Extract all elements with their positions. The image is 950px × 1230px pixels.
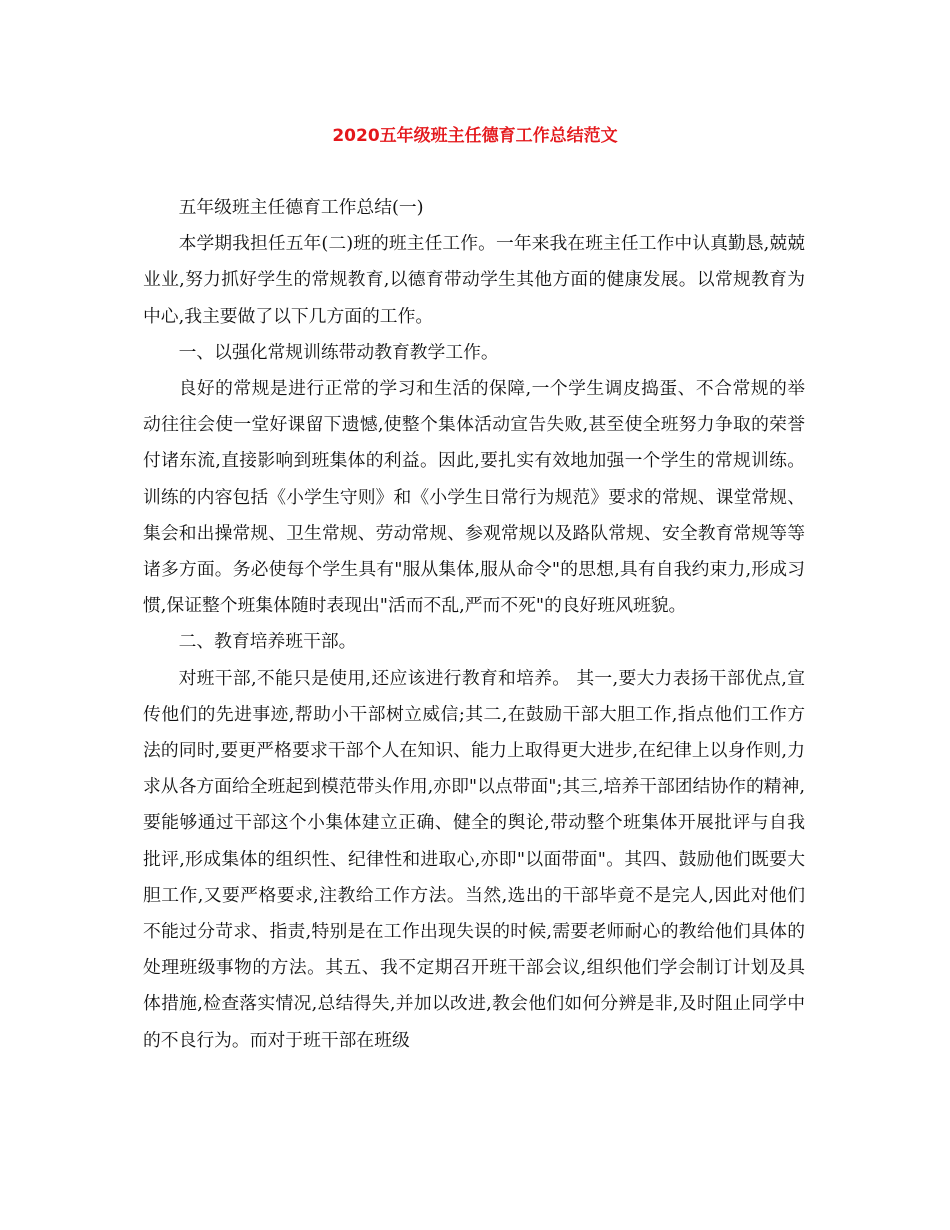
document-body — [143, 190, 805, 1059]
paragraph-subtitle: 五年级班主任德育工作总结(一) — [178, 197, 424, 218]
document-title: 2020五年级班主任德育工作总结范文 — [332, 126, 618, 146]
section-heading-2: 二、教育培养班干部。 — [178, 631, 357, 653]
section-heading-1: 一、以强化常规训练带动教育教学工作。 — [178, 341, 499, 363]
paragraph-intro: 本学期我担任五年(二)班的班主任工作。一年来我在班主任工作中认真勤恳,兢兢业业,努力抓好学生的常规教育,以德育带动学生其他方面的健康发展。以常规教育为中心,我主要做了以下几方面的工作。 — [143, 233, 805, 327]
paragraph-class-cadres: 对班干部,不能只是使用,还应该进行教育和培养。 其一,要大力表扬干部优点,宣传他们的先进事迹,帮助小干部树立威信;其二,在鼓励干部大胆工作,指点他们工作方法的同时,要更严格要求干部个人在知识、能力上取得更大进步,在纪律上以身作则,力求从各方面给全班起到模范带头作用,亦即"以点带面";其三,培养干部团结协作的精神,要能够通过干部这个小集体建立正确、健全的舆论,带动整个班集体开展批评与自我批评,形成集体的组织性、纪律性和进取心,亦即"以面带面"。其四、鼓励他们既要大胆工作,又要严格要求,注教给工作方法。当然,选出的干部毕竟不是完人,因此对他们不能过分苛求、指责,特别是在工作出现失误的时候,需要老师耐心的教给他们具体的处理班级事物的方法。其五、我不定期召开班干部会议,组织他们学会制订计划及具体措施,检查落实情况,总结得失,并加以改进,教会他们如何分辨是非,及时阻止同学中的不良行为。而对于班干部在班级 — [143, 667, 805, 1051]
paragraph-routine-training: 良好的常规是进行正常的学习和生活的保障,一个学生调皮捣蛋、不合常规的举动往往会使一堂好课留下遗憾,使整个集体活动宣告失败,甚至使全班努力争取的荣誉付诸东流,直接影响到班集体的利益。因此,要扎实有效地加强一个学生的常规训练。 训练的内容包括《小学生守则》和《小学生日常行为规范》要求的常规、课堂常规、集会和出操常规、卫生常规、劳动常规、参观常规以及路队常规、安全教育常规等等诸多方面。务必使每个学生具有"服从集体,服从命令"的思想,具有自我约束力,形成习惯,保证整个班集体随时表现出"活而不乱,严而不死"的良好班风班貌。 — [143, 378, 805, 617]
